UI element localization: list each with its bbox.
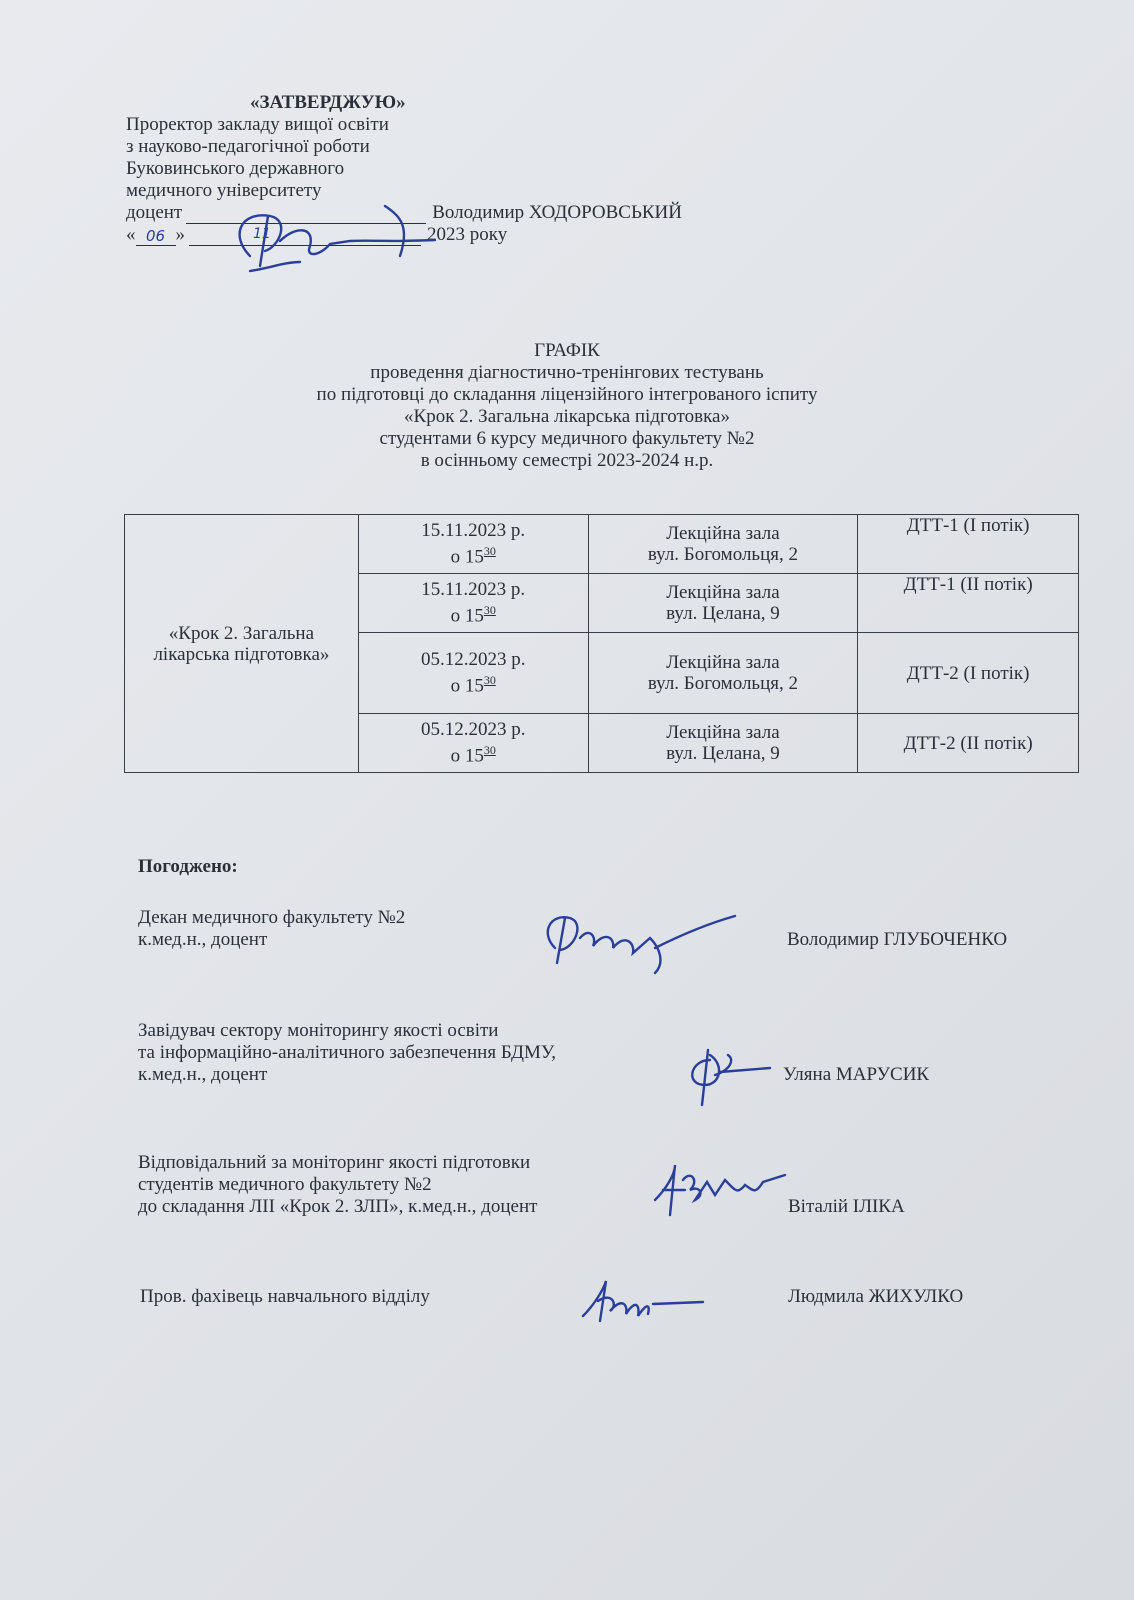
signatory-name: Віталій ІЛІКА	[788, 1196, 905, 1217]
signatory-line: Пров. фахівець навчального відділу	[140, 1286, 430, 1307]
approval-line: Буковинського державного	[126, 158, 345, 179]
test-cell: ДТТ-1 (І потік)	[858, 515, 1079, 574]
venue-cell: Лекційна зала вул. Целана, 9	[588, 574, 858, 633]
signatory-line: до складання ЛІІ «Крок 2. ЗЛП», к.мед.н., доцент	[138, 1196, 538, 1217]
date-cell: 05.12.2023 р. о $15^{30}$	[358, 714, 588, 773]
test-cell: ДТТ-2 (ІІ потік)	[858, 714, 1079, 773]
signatory-line: к.мед.н., доцент	[138, 1064, 268, 1085]
date-close-quote: »	[175, 224, 185, 245]
time-text: о $15^{30}$	[450, 603, 496, 627]
title-line: в осінньому семестрі 2023-2024 н.р.	[420, 450, 714, 471]
document-title-block	[0, 340, 1134, 472]
signatory-block	[138, 1152, 537, 1218]
title-line: студентами 6 курсу медичного факультету №2	[379, 428, 755, 449]
subject-cell: «Крок 2. Загальна лікарська підготовка»	[125, 515, 359, 773]
approval-line: з науково-педагогічної роботи	[126, 136, 370, 157]
agreed-label: Погоджено:	[138, 856, 238, 877]
approval-line: Проректор закладу вищої освіти	[126, 114, 389, 135]
date-day: 06	[136, 227, 176, 246]
title-line: по підготовці до складання ліцензійного інтегрованого іспиту	[316, 384, 818, 405]
monitoring-head-signature-icon	[680, 1040, 780, 1110]
signatory-line: студентів медичного факультету №2	[138, 1174, 432, 1195]
title-line: проведення діагностично-тренінгових тестувань	[370, 362, 764, 383]
title-line: «Крок 2. Загальна лікарська підготовка»	[404, 406, 730, 427]
signatory-block	[140, 1286, 430, 1308]
date-cell: 05.12.2023 р. о $15^{30}$	[358, 633, 588, 714]
approval-line: медичного університету	[126, 180, 322, 201]
signatory-name: Володимир ГЛУБОЧЕНКО	[787, 929, 1008, 950]
signatory-block	[138, 1020, 556, 1086]
signatory-block	[138, 907, 405, 951]
approval-heading: «ЗАТВЕРДЖУЮ»	[250, 92, 406, 113]
time-text: о $15^{30}$	[450, 673, 496, 697]
signatory-name: Уляна МАРУСИК	[783, 1064, 930, 1085]
dean-signature-icon	[535, 908, 745, 978]
signatory-line: Завідувач сектору моніторингу якості освіти	[138, 1020, 499, 1041]
education-specialist-signature-icon	[578, 1276, 718, 1326]
signatory-line: та інформаційно-аналітичного забезпечення БДМУ,	[138, 1042, 556, 1063]
test-cell: ДТТ-2 (І потік)	[858, 633, 1079, 714]
signatory-name: Людмила ЖИХУЛКО	[788, 1286, 964, 1307]
date-open-quote: «	[126, 224, 136, 245]
test-cell: ДТТ-1 (ІІ потік)	[858, 574, 1079, 633]
approval-year: 2023 року	[427, 224, 508, 245]
date-month-mark: 11	[253, 226, 271, 242]
time-text: о $15^{30}$	[450, 743, 496, 767]
venue-cell: Лекційна зала вул. Богомольця, 2	[588, 633, 858, 714]
approval-signature-icon	[220, 196, 460, 286]
signatory-line: Відповідальний за моніторинг якості підготовки	[138, 1152, 531, 1173]
quality-officer-signature-icon	[645, 1160, 795, 1220]
venue-cell: Лекційна зала вул. Богомольця, 2	[588, 515, 858, 574]
venue-cell: Лекційна зала вул. Целана, 9	[588, 714, 858, 773]
signatory-line: Декан медичного факультету №2	[138, 907, 406, 928]
date-cell: 15.11.2023 р. о $15^{30}$	[358, 574, 588, 633]
signatory-line: к.мед.н., доцент	[138, 929, 268, 950]
schedule-table	[124, 514, 1079, 773]
document-title: ГРАФІК	[534, 340, 600, 361]
approval-rank: доцент	[126, 202, 183, 223]
table-row	[125, 515, 1079, 574]
date-cell: 15.11.2023 р. о $15^{30}$	[358, 515, 588, 574]
time-text: о $15^{30}$	[450, 544, 496, 568]
approver-name: Володимир ХОДОРОВСЬКИЙ	[432, 202, 682, 223]
